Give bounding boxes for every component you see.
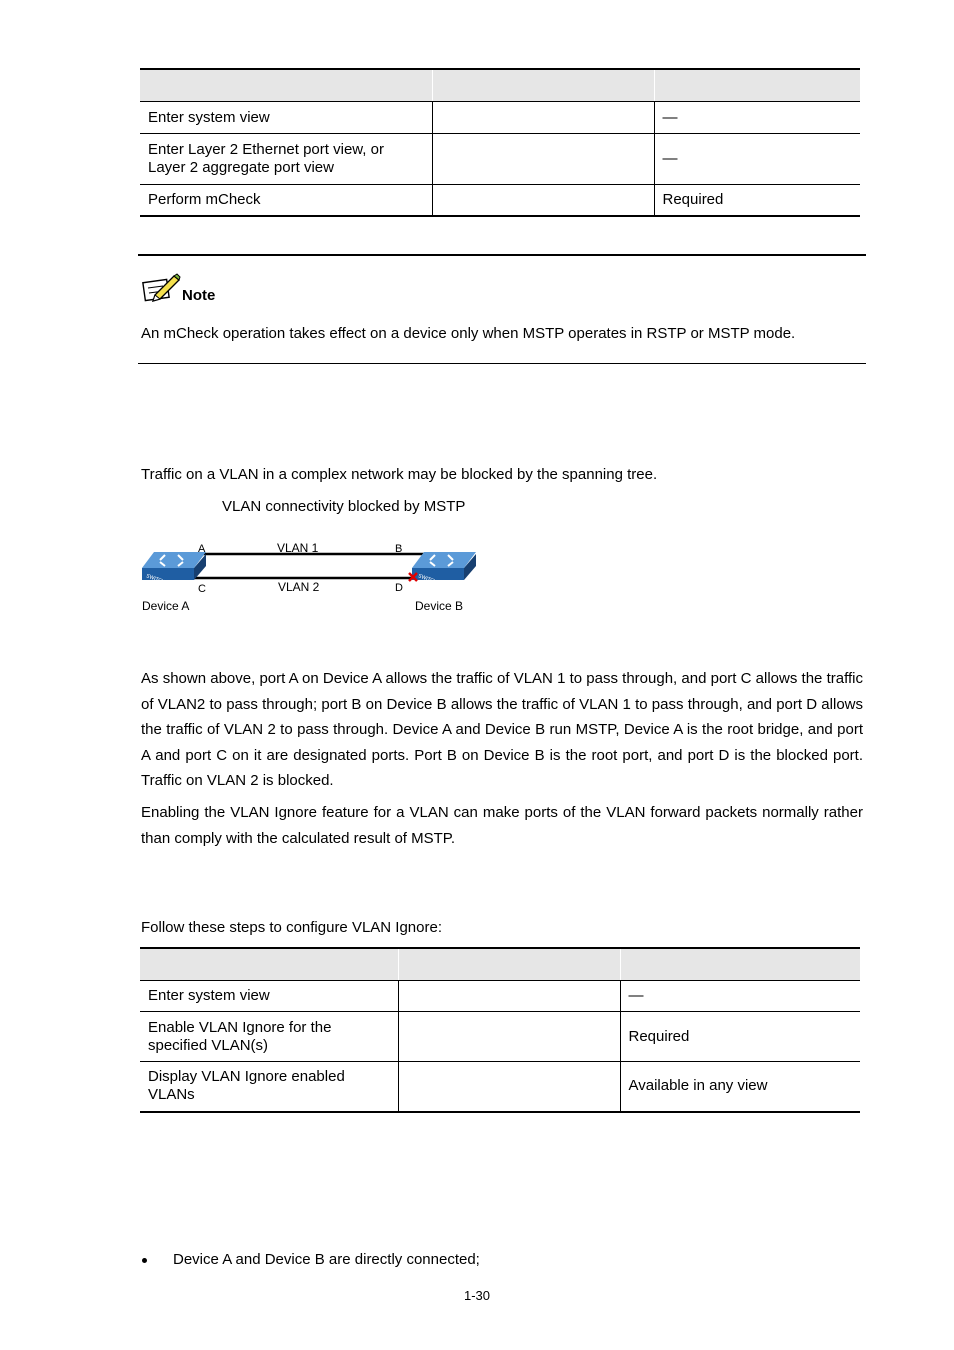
body-paragraph: Enabling the VLAN Ignore feature for a VLAN can make ports of the VLAN forward packets normally rather than comply with the calculated result of MSTP. <box>141 804 863 847</box>
table-row <box>140 102 860 134</box>
step-command <box>432 185 654 216</box>
table-row <box>140 1012 860 1062</box>
step-command <box>398 1012 620 1062</box>
table-row <box>140 981 860 1012</box>
step-operation: Enter Layer 2 Ethernet port view, or Layer 2 aggregate port view <box>140 134 432 185</box>
step-command <box>432 134 654 185</box>
note-pencil-icon <box>141 273 181 303</box>
step-operation: Enter system view <box>140 102 432 134</box>
table-header-row <box>140 69 860 102</box>
table-row <box>140 1062 860 1112</box>
note-top-rule <box>138 254 866 256</box>
vlan2-label: VLAN 2 <box>278 580 320 594</box>
device-b-switch-icon <box>412 552 476 586</box>
switch-label: SWITCH <box>145 573 166 586</box>
device-b-label: Device B <box>415 599 464 613</box>
note-text: An mCheck operation takes effect on a device only when MSTP operates in RSTP or MSTP mode. <box>141 325 796 342</box>
vlan1-label: VLAN 1 <box>277 541 319 555</box>
step-operation: Enter system view <box>140 981 398 1012</box>
step-remarks: Available in any view <box>620 1062 860 1112</box>
vlan-ignore-steps-table <box>140 947 860 1113</box>
step-remarks: Required <box>620 1012 860 1062</box>
step-remarks: Required <box>654 185 860 216</box>
bullet-dot-icon <box>142 1258 147 1263</box>
step-command <box>398 1062 620 1112</box>
mcheck-steps-table <box>140 68 860 217</box>
port-d-label: D <box>395 582 403 594</box>
table-row <box>140 134 860 185</box>
step-remarks: — <box>654 134 860 185</box>
step-remarks: — <box>620 981 860 1012</box>
steps-intro: Follow these steps to configure VLAN Ignore: <box>141 919 442 936</box>
page-number: 1-30 <box>463 1288 491 1303</box>
step-remarks: — <box>654 102 860 134</box>
switch-label: SWITCH <box>417 573 438 586</box>
table-header-row <box>140 948 860 981</box>
port-a-label: A <box>198 543 206 555</box>
step-operation: Enable VLAN Ignore for the specified VLAN(s) <box>140 1012 398 1062</box>
intro-text: Traffic on a VLAN in a complex network may be blocked by the spanning tree. <box>141 466 658 483</box>
step-operation: Perform mCheck <box>140 185 432 216</box>
note-label: Note <box>182 287 216 304</box>
table-row <box>140 185 860 216</box>
step-command <box>432 102 654 134</box>
body-paragraph: As shown above, port A on Device A allows the traffic of VLAN 1 to pass through, and port C allows the traffic of VLAN2 to pass through; port B on Device B allows the traffic of VLAN 1 to pass through, and port D allows the traffic of VLAN 2 to pass through. Device A and Device B run MSTP, Device A is the root bridge, and port A and port C on it are designated ports. Port B on Device B is the root port, and port D is the blocked port. Traffic on VLAN 2 is blocked. <box>141 670 863 789</box>
port-b-label: B <box>395 543 403 555</box>
step-operation: Display VLAN Ignore enabled VLANs <box>140 1062 398 1112</box>
note-bottom-rule <box>138 363 866 364</box>
figure-caption: VLAN connectivity blocked by MSTP <box>222 498 466 515</box>
port-c-label: C <box>198 583 206 595</box>
network-diagram <box>138 538 478 618</box>
bullet-text: Device A and Device B are directly connected; <box>173 1251 480 1268</box>
device-a-switch-icon <box>142 552 206 586</box>
device-a-label: Device A <box>142 599 190 613</box>
step-command <box>398 981 620 1012</box>
